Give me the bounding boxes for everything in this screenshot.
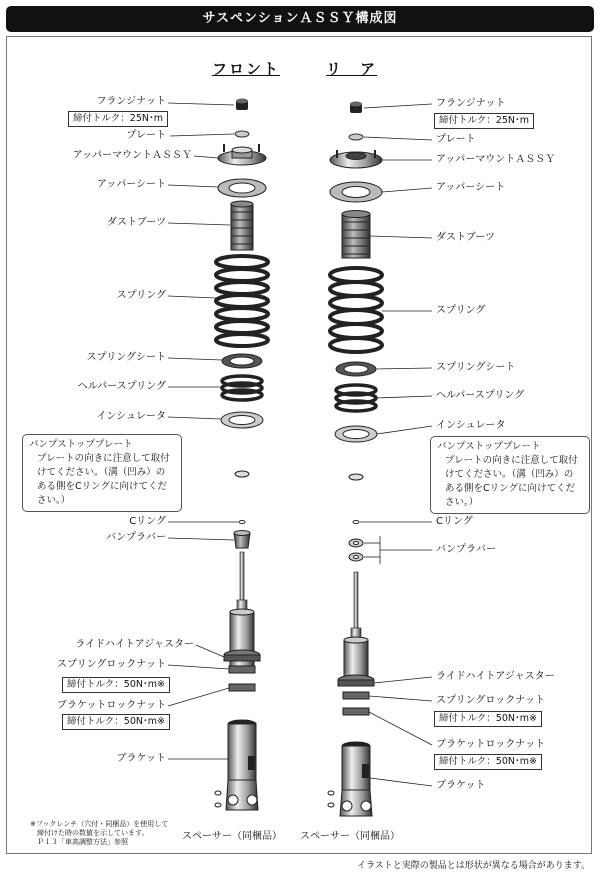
- front-helper-spring: [222, 376, 262, 400]
- front-label-spring-lock-nut: スプリングロックナット: [57, 659, 166, 670]
- rear-label-spring-seat: スプリングシート: [436, 362, 516, 373]
- front-torque-flange-nut: 締付トルク：25N･m: [68, 111, 168, 127]
- front-label-dust-boot: ダストブーツ: [107, 217, 166, 228]
- rear-label-upper-seat: アッパーシート: [436, 182, 506, 193]
- rear-flange-nut: [350, 102, 362, 114]
- torque-footnote: ※フックレンチ（穴付・同梱品）を使用して 締付けた時の数値を示しています。 Ｐ１３「車高調整方法」参照: [30, 820, 169, 846]
- front-label-bracket: ブラケット: [116, 753, 166, 764]
- front-torque-spring-lock-nut: 締付トルク：50N･m※: [62, 677, 170, 693]
- rear-label-spring: スプリング: [436, 305, 486, 316]
- rear-helper-spring: [336, 385, 376, 411]
- front-damper-rod: [237, 552, 247, 612]
- front-label-spacer: スペーサー（同梱品）: [182, 831, 282, 842]
- rear-bump-stop-note: [430, 436, 590, 514]
- rear-label-insulator: インシュレータ: [436, 420, 506, 431]
- rear-torque-flange-nut: 締付トルク：25N･m: [434, 113, 534, 129]
- rear-insulator: [335, 426, 377, 442]
- rear-label-bracket-lock-nut: ブラケットロックナット: [436, 739, 546, 750]
- front-torque-bracket-lock-nut: 締付トルク：50N･m※: [62, 714, 170, 730]
- front-label-c-ring: Cリング: [129, 516, 166, 527]
- front-upper-seat: [218, 179, 266, 197]
- rear-label-spring-lock-nut: スプリングロックナット: [436, 695, 545, 706]
- front-label-flange-nut: フランジナット: [96, 96, 166, 107]
- front-c-ring: [239, 521, 245, 524]
- front-dust-boot: [231, 201, 253, 250]
- rear-note-title: バンプストッププレート: [437, 441, 541, 452]
- front-bump-rubber: [234, 531, 250, 549]
- front-label-insulator: インシュレータ: [96, 411, 166, 422]
- rear-torque-spring-lock-nut: 締付トルク：50N･m※: [434, 711, 542, 727]
- rear-plate: [349, 134, 363, 140]
- front-note-title: バンプストッププレート: [29, 439, 133, 450]
- front-heading: フロント: [212, 60, 281, 78]
- rear-bracket-lock-nut: [343, 708, 369, 715]
- front-label-spring-seat: スプリングシート: [86, 352, 166, 363]
- rear-upper-mount: [330, 150, 382, 168]
- front-assembly: [215, 99, 268, 811]
- front-label-helper-spring: ヘルパースプリング: [77, 381, 166, 392]
- front-bracket-lock-nut: [229, 684, 255, 691]
- rear-assembly: [328, 102, 382, 817]
- front-label-plate: プレート: [126, 130, 166, 141]
- rear-note-body: プレートの向きに注意して取付 けてください。（溝（凹み）の ある側をCリングに向けてくだ さい。）: [445, 455, 578, 508]
- front-label-upper-seat: アッパーシート: [96, 179, 166, 190]
- rear-heading: リ ア: [326, 60, 378, 78]
- front-spring-lock-nut: [229, 666, 255, 673]
- rear-label-dust-boot: ダストブーツ: [436, 232, 495, 243]
- front-label-ride-height-adjuster: ライドハイトアジャスター: [75, 639, 194, 650]
- front-plate: [235, 131, 249, 137]
- rear-dust-boot: [342, 211, 370, 259]
- disclaimer: イラストと実際の製品とは形状が異なる場合があります。: [356, 861, 590, 871]
- rear-label-bump-rubber: バンプラバー: [436, 544, 496, 555]
- rear-spacer: [328, 791, 334, 807]
- rear-damper-rod: [351, 572, 361, 640]
- rear-label-bracket: ブラケット: [436, 780, 486, 791]
- front-bump-stop-note: [22, 434, 182, 512]
- front-bracket: [226, 720, 258, 810]
- rear-label-upper-mount: アッパーマウントＡＳＳＹ: [436, 154, 556, 165]
- front-label-upper-mount: アッパーマウントＡＳＳＹ: [72, 150, 192, 161]
- rear-upper-seat: [330, 182, 382, 202]
- leader-lines: [168, 103, 432, 786]
- rear-bump-rubber: [349, 539, 363, 561]
- front-insulator: [221, 412, 263, 428]
- front-label-spring: スプリング: [116, 290, 166, 301]
- front-bump-stop-plate: [235, 471, 249, 477]
- rear-label-c-ring: Cリング: [436, 516, 473, 527]
- front-flange-nut: [236, 99, 248, 111]
- rear-bracket: [340, 742, 372, 816]
- rear-spring-lock-nut: [343, 692, 369, 699]
- front-spacer: [215, 791, 221, 807]
- rear-torque-bracket-lock-nut: 締付トルク：50N･m※: [434, 754, 542, 770]
- rear-label-flange-nut: フランジナット: [436, 98, 506, 109]
- front-ride-height-adjuster: [224, 650, 260, 661]
- front-note-body: プレートの向きに注意して取付 けてください。（溝（凹み）の ある側をCリングに向けてくだ さい。）: [37, 453, 170, 506]
- front-spring-seat: [222, 354, 262, 368]
- rear-spring: [330, 268, 382, 352]
- rear-label-helper-spring: ヘルパースプリング: [436, 390, 525, 401]
- page-title: サスペンションＡＳＳＹ構成図: [6, 6, 594, 32]
- front-spring: [216, 256, 268, 346]
- rear-ride-height-adjuster: [338, 675, 374, 686]
- rear-bump-stop-plate: [349, 474, 363, 480]
- rear-label-spacer: スペーサー（同梱品）: [300, 831, 400, 842]
- rear-label-ride-height-adjuster: ライドハイトアジャスター: [436, 671, 555, 682]
- rear-label-plate: プレート: [436, 134, 476, 145]
- front-label-bracket-lock-nut: ブラケットロックナット: [56, 700, 166, 711]
- front-label-bump-rubber: バンプラバー: [106, 532, 166, 543]
- rear-c-ring: [353, 521, 359, 524]
- rear-spring-seat: [336, 362, 376, 376]
- front-upper-mount: [218, 144, 266, 165]
